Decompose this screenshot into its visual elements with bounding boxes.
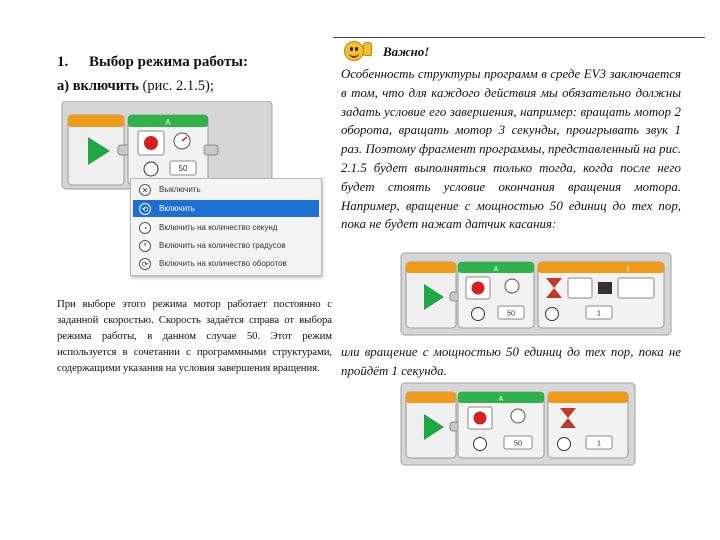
degrees-icon: ° xyxy=(139,240,151,252)
program-motor-touch-figure xyxy=(400,252,672,336)
start-block[interactable] xyxy=(406,262,464,328)
large-motor-block[interactable] xyxy=(458,262,534,328)
motor-icon xyxy=(474,412,487,425)
svg-text:50: 50 xyxy=(513,438,523,448)
section-number: 1. xyxy=(57,54,69,70)
second-example-text: или вращение с мощностью 50 единиц до тех пор, пока не пройдёт 1 секунда. xyxy=(341,345,681,378)
svg-text:50: 50 xyxy=(506,308,516,318)
divider-line xyxy=(333,37,705,38)
mode-dropdown-menu xyxy=(130,178,322,276)
subsection-ref: (рис. 2.1.5); xyxy=(138,78,214,94)
motor-icon xyxy=(144,136,158,150)
mode-selector-icon xyxy=(472,308,485,321)
explanation-paragraph: При выборе этого режима мотор работает постоянно с заданной скоростью. Скорость задаётся справа от выбора режима работы, в данном случае 50. Этот режим используется в сочетании с программными структурами, содержащими указания на условия завершения вращения. xyxy=(57,298,332,374)
wait-touch-sensor-block[interactable] xyxy=(538,262,664,328)
menu-item-on-degrees[interactable]: ° Включить на количество градусов xyxy=(133,237,319,254)
svg-text:50: 50 xyxy=(178,164,188,173)
smiley-icon xyxy=(344,41,364,61)
touch-sensor-icon xyxy=(568,278,592,298)
important-note-text: Особенность структуры программ в среде EV3 заключается в том, что для каждого действия мы обязательно должны задать условие его завершения, например: вращать мотор 2 оборота, вращать мотор 3 секунды, проигрывать звук 1 раз. Поэтому фрагмент программы, представленный на рис. 2.1.5 будет выполняться только тогда, когда после него будет стоять условие окончания вращения мотора. Например, вращение с мощностью 50 единиц до тех пор, пока не будет нажат датчик касания: xyxy=(341,67,681,232)
svg-text:1: 1 xyxy=(596,308,602,318)
section-heading xyxy=(57,54,248,71)
port-label: A xyxy=(165,118,171,127)
menu-item-off[interactable]: ✕ Выключить xyxy=(133,181,319,198)
svg-text:1: 1 xyxy=(596,438,602,448)
close-icon: ✕ xyxy=(139,184,151,196)
mode-selector-icon xyxy=(144,162,158,176)
important-label: Важно! xyxy=(383,44,430,59)
port-label: A xyxy=(493,266,499,273)
large-motor-block[interactable] xyxy=(128,115,218,185)
motor-icon xyxy=(472,282,485,295)
mode-selector-icon xyxy=(474,438,487,451)
start-block[interactable] xyxy=(68,115,134,185)
menu-item-on-rotations[interactable]: ⟳ Включить на количество оборотов xyxy=(133,255,319,272)
start-block[interactable] xyxy=(406,392,464,458)
menu-item-on-seconds[interactable]: ◔ Включить на количество секунд xyxy=(133,219,319,236)
port-label: A xyxy=(498,396,504,403)
power-icon: ⟲ xyxy=(139,203,151,215)
timer-icon: ◔ xyxy=(139,222,151,234)
program-motor-timer-figure xyxy=(400,382,636,466)
section-title: Выбор режима работы: xyxy=(89,54,249,70)
wait-time-block[interactable] xyxy=(548,392,628,458)
sensor-port-label: 1 xyxy=(626,266,630,273)
rotations-icon: ⟳ xyxy=(139,258,151,270)
thumbs-up-icon xyxy=(363,42,372,56)
subsection-label xyxy=(57,78,214,95)
large-motor-block[interactable] xyxy=(458,392,544,458)
timer-icon xyxy=(558,438,571,451)
subsection-bold: а) включить xyxy=(57,78,139,94)
menu-item-on[interactable]: ⟲ Включить xyxy=(133,200,319,217)
